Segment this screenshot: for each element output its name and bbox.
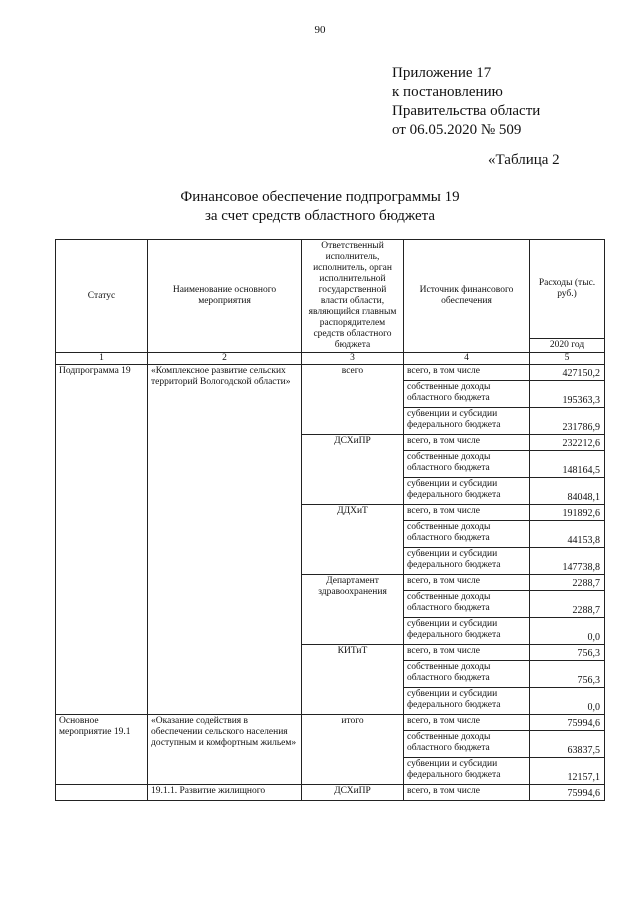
source-cell: собственные доходы областного бюджета	[404, 591, 530, 618]
header-source: Источник финансового обеспечения	[404, 240, 530, 353]
page-number: 90	[314, 24, 326, 36]
column-number: 3	[302, 353, 404, 365]
amount-cell: 191892,6	[530, 505, 605, 521]
header-executor: Ответственный исполнитель, исполнитель, орган исполнительной государственной власти области, являющийся главным распорядителем средств областного бюджета	[302, 240, 404, 353]
source-cell: субвенции и субсидии федерального бюджета	[404, 478, 530, 505]
table-row	[56, 365, 605, 381]
amount-cell: 147738,8	[530, 548, 605, 575]
status-cell	[56, 785, 148, 801]
header-row	[56, 240, 605, 339]
source-cell: собственные доходы областного бюджета	[404, 661, 530, 688]
source-cell: всего, в том числе	[404, 645, 530, 661]
amount-cell: 756,3	[530, 661, 605, 688]
amount-cell: 2288,7	[530, 591, 605, 618]
appendix-line: от 06.05.2020 № 509	[392, 122, 522, 138]
amount-cell: 75994,6	[530, 715, 605, 731]
amount-cell: 75994,6	[530, 785, 605, 801]
source-cell: собственные доходы областного бюджета	[404, 381, 530, 408]
amount-cell: 756,3	[530, 645, 605, 661]
column-number-row	[56, 353, 605, 365]
amount-cell: 427150,2	[530, 365, 605, 381]
source-cell: субвенции и субсидии федерального бюджета	[404, 758, 530, 785]
amount-cell: 44153,8	[530, 521, 605, 548]
executor-cell: КИТиТ	[302, 645, 404, 715]
header-year: 2020 год	[530, 339, 605, 353]
column-number: 5	[530, 353, 605, 365]
source-cell: субвенции и субсидии федерального бюджета	[404, 618, 530, 645]
executor-cell: итого	[302, 715, 404, 785]
amount-cell: 12157,1	[530, 758, 605, 785]
header-activity: Наименование основного мероприятия	[148, 240, 302, 353]
amount-cell: 84048,1	[530, 478, 605, 505]
amount-cell: 2288,7	[530, 575, 605, 591]
executor-cell: Департамент здравоохранения	[302, 575, 404, 645]
executor-cell: ДДХиТ	[302, 505, 404, 575]
executor-cell: ДСХиПР	[302, 435, 404, 505]
table-row	[56, 785, 605, 801]
activity-name-cell: «Оказание содействия в обеспечении сельского населения доступным и комфортным жильем»	[148, 715, 302, 785]
activity-name-cell: 19.1.1. Развитие жилищного	[148, 785, 302, 801]
amount-cell: 0,0	[530, 618, 605, 645]
title-line-1: Финансовое обеспечение подпрограммы 19	[180, 189, 460, 205]
amount-cell: 195363,3	[530, 381, 605, 408]
source-cell: субвенции и субсидии федерального бюджета	[404, 688, 530, 715]
appendix-block	[392, 64, 540, 140]
amount-cell: 63837,5	[530, 731, 605, 758]
amount-cell: 0,0	[530, 688, 605, 715]
executor-cell: всего	[302, 365, 404, 435]
source-cell: субвенции и субсидии федерального бюджета	[404, 408, 530, 435]
column-number: 4	[404, 353, 530, 365]
source-cell: субвенции и субсидии федерального бюджета	[404, 548, 530, 575]
source-cell: всего, в том числе	[404, 435, 530, 451]
document-title	[0, 188, 640, 226]
column-number: 1	[56, 353, 148, 365]
appendix-line: к постановлению	[392, 84, 503, 100]
source-cell: собственные доходы областного бюджета	[404, 451, 530, 478]
source-cell: всего, в том числе	[404, 365, 530, 381]
source-cell: собственные доходы областного бюджета	[404, 731, 530, 758]
amount-cell: 231786,9	[530, 408, 605, 435]
financing-table	[55, 239, 605, 801]
header-status: Статус	[56, 240, 148, 353]
executor-cell: ДСХиПР	[302, 785, 404, 801]
source-cell: всего, в том числе	[404, 575, 530, 591]
appendix-line: Правительства области	[392, 103, 541, 119]
table-reference: «Таблица 2	[488, 152, 560, 168]
amount-cell: 232212,6	[530, 435, 605, 451]
source-cell: всего, в том числе	[404, 505, 530, 521]
source-cell: всего, в том числе	[404, 785, 530, 801]
source-cell: всего, в том числе	[404, 715, 530, 731]
status-cell: Подпрограмма 19	[56, 365, 148, 715]
header-expenses: Расходы (тыс. руб.)	[530, 240, 605, 339]
appendix-line: Приложение 17	[392, 65, 492, 81]
activity-name-cell: «Комплексное развитие сельских территорий Вологодской области»	[148, 365, 302, 715]
source-cell: собственные доходы областного бюджета	[404, 521, 530, 548]
title-line-2: за счет средств областного бюджета	[204, 208, 436, 224]
table-row	[56, 715, 605, 731]
status-cell: Основное мероприятие 19.1	[56, 715, 148, 785]
amount-cell: 148164,5	[530, 451, 605, 478]
column-number: 2	[148, 353, 302, 365]
